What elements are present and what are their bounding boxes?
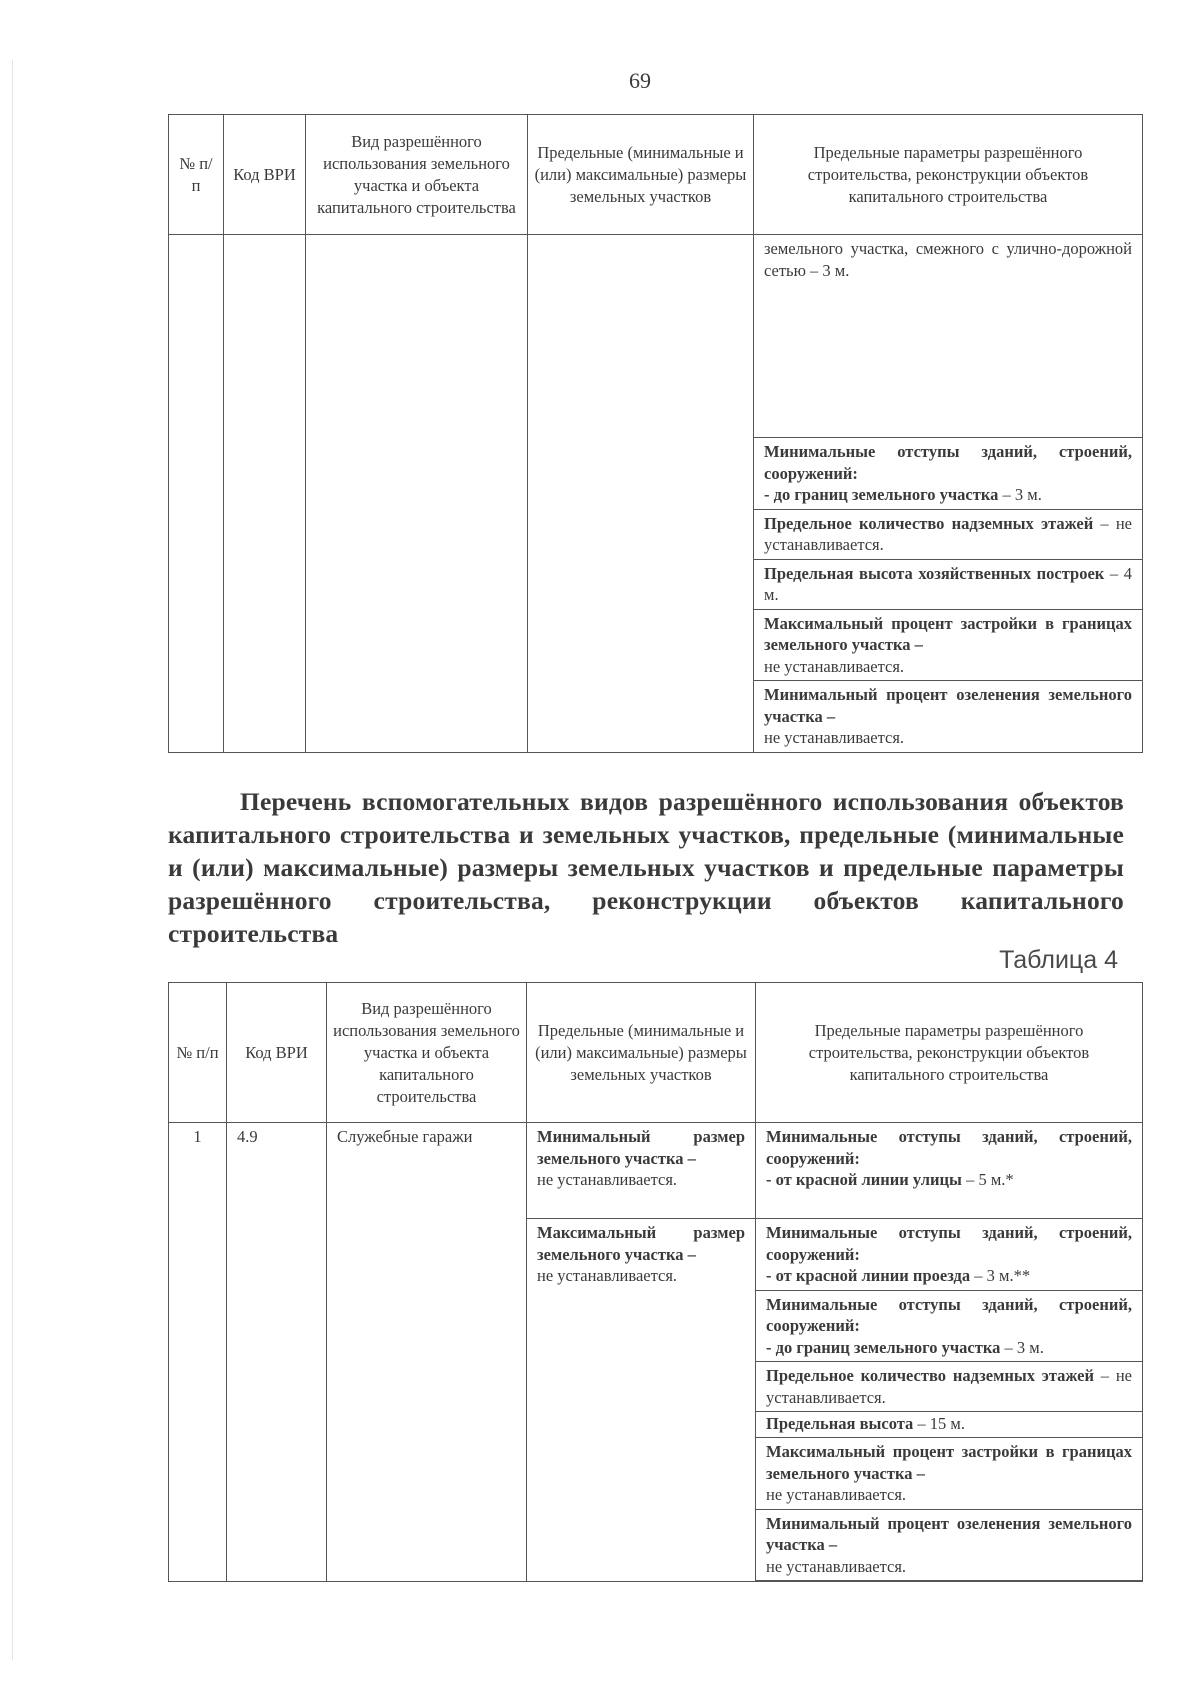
param-value: – не устанавливается. <box>764 513 1132 554</box>
table-header-row <box>169 115 1143 235</box>
param-title: Минимальные отступы зданий, строений, сооружений: <box>764 442 1132 483</box>
header-code: Код ВРИ <box>224 115 306 235</box>
header-kind: Вид разрешённого использования земельного участка и объекта капитального строительства <box>327 983 527 1123</box>
header-params: Предельные параметры разрешённого строительства, реконструкции объектов капитального строительства <box>756 983 1143 1123</box>
table-4 <box>168 982 1143 1582</box>
param-value: – 4 м. <box>764 563 1133 604</box>
param-continuation <box>754 235 1143 438</box>
param-cell <box>754 681 1143 753</box>
size-value: не устанавливается. <box>537 1266 678 1285</box>
param-value: – не устанавливается. <box>766 1366 1132 1407</box>
param-cell <box>756 1438 1143 1510</box>
cell-code-empty <box>224 235 306 753</box>
header-kind: Вид разрешённого использования земельного участка и объекта капитального строительства <box>306 115 528 235</box>
param-value: не устанавливается. <box>764 728 905 747</box>
continuation-text: земельного участка, смежного с улично-дорожной сетью – 3 м. <box>764 239 1132 280</box>
param-cell <box>754 609 1143 681</box>
param-cell <box>756 1219 1143 1291</box>
table-row <box>169 1123 1143 1219</box>
param-title-2: - от красной линии улицы <box>766 1170 962 1189</box>
param-title-2: - до границ земельного участка <box>766 1337 1001 1357</box>
header-sizes: Предельные (минимальные и (или) максимальные) размеры земельных участков <box>528 115 754 235</box>
param-title: Минимальные отступы зданий, строений, сооружений: <box>766 1294 1132 1335</box>
cell-num: 1 <box>169 1123 227 1582</box>
size-value: не устанавливается. <box>537 1170 678 1189</box>
param-value: – 3 м.** <box>970 1266 1031 1285</box>
param-value: – 3 м. <box>998 485 1042 504</box>
section-heading <box>168 785 1124 950</box>
scan-edge-line <box>12 60 13 1660</box>
param-value: не устанавливается. <box>766 1556 907 1576</box>
page-number: 69 <box>629 68 651 93</box>
param-cell <box>754 438 1143 510</box>
header-code: Код ВРИ <box>227 983 327 1123</box>
param-value: – 15 м. <box>913 1414 965 1433</box>
param-title: Предельная высота хозяйственных построек <box>764 563 1105 583</box>
section-heading-text: Перечень вспомогательных видов разрешённого использования объектов капитального строительства и земельных участков, предельные (минимальные и (или) максимальные) размеры земельных участков и предельные параметры разрешённого строительства, реконструкции объектов капитального строительства <box>168 787 1124 948</box>
param-title: Максимальный процент застройки в границах земельного участка – <box>764 613 1132 654</box>
size-cell <box>527 1123 756 1219</box>
cell-num-empty <box>169 235 224 753</box>
cell-kind: Служебные гаражи <box>327 1123 527 1582</box>
cell-sizes-empty <box>528 235 754 753</box>
header-num: № п/п <box>169 115 224 235</box>
param-cell <box>756 1123 1143 1219</box>
param-cell <box>756 1290 1143 1362</box>
table-continuation <box>168 114 1143 753</box>
size-title: Максимальный размер земельного участка – <box>537 1223 745 1264</box>
param-cell <box>756 1362 1143 1412</box>
param-title: Предельная высота <box>766 1414 914 1433</box>
param-value: – 5 м.* <box>961 1170 1014 1189</box>
table-row <box>169 235 1143 438</box>
size-cell <box>527 1219 756 1582</box>
param-title: Минимальный процент озеленения земельного участка – <box>764 685 1132 726</box>
cell-code: 4.9 <box>227 1123 327 1582</box>
param-title: Минимальные отступы зданий, строений, сооружений: <box>766 1127 1132 1168</box>
param-title: Предельное количество надземных этажей <box>766 1366 1095 1385</box>
header-params: Предельные параметры разрешённого строительства, реконструкции объектов капитального строительства <box>754 115 1143 235</box>
param-title: Максимальный процент застройки в границах земельного участка – <box>766 1442 1132 1483</box>
param-cell <box>756 1509 1143 1581</box>
table-label: Таблица 4 <box>999 946 1118 974</box>
param-cell <box>756 1412 1143 1438</box>
header-sizes: Предельные (минимальные и (или) максимальные) размеры земельных участков <box>527 983 756 1123</box>
param-title: Минимальные отступы зданий, строений, сооружений: <box>766 1223 1132 1264</box>
header-num: № п/п <box>169 983 227 1123</box>
param-cell <box>754 559 1143 609</box>
param-title: Предельное количество надземных этажей <box>764 513 1094 533</box>
param-title: Минимальный процент озеленения земельного участка – <box>766 1513 1132 1554</box>
param-value: не устанавливается. <box>766 1485 907 1504</box>
param-title-2: - от красной линии проезда <box>766 1266 971 1285</box>
param-title-2: - до границ земельного участка <box>764 485 999 504</box>
cell-kind-empty <box>306 235 528 753</box>
table-header-row <box>169 983 1143 1123</box>
param-value: – 3 м. <box>1000 1337 1044 1357</box>
param-value: не устанавливается. <box>764 656 905 676</box>
size-title: Минимальный размер земельного участка – <box>537 1127 745 1168</box>
param-cell <box>754 509 1143 559</box>
